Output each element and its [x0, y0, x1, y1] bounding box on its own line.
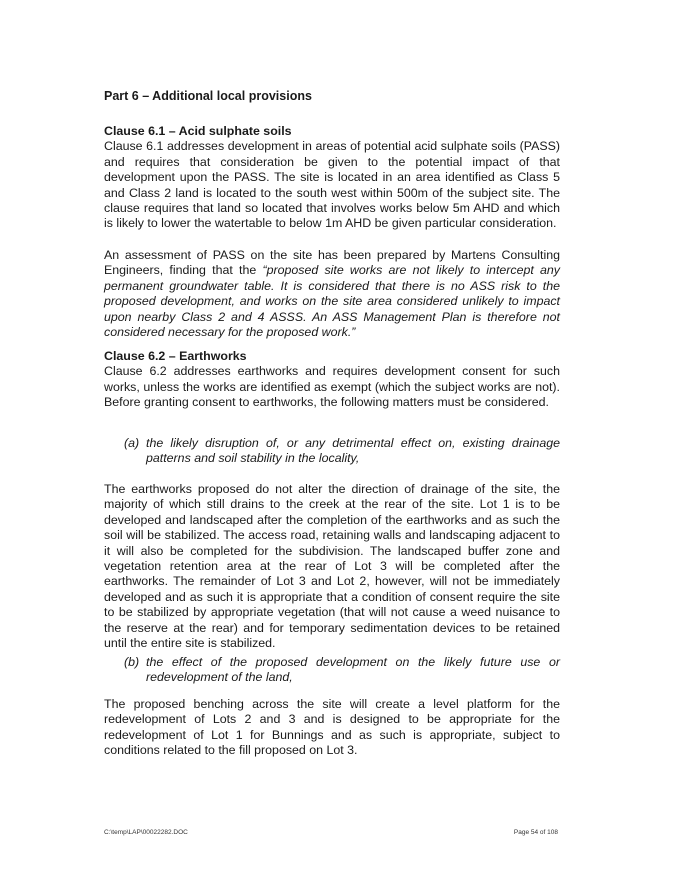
clause-6-1-section — [104, 124, 560, 232]
clause-6-2-section — [104, 349, 560, 411]
item-a-marker: (a) — [124, 436, 140, 450]
item-a-text: the likely disruption of, or any detrimental effect on, existing drainage patterns and soil stability in the locality, — [146, 436, 560, 466]
item-b-marker: (b) — [124, 655, 140, 669]
clause-6-2-item-b — [124, 655, 560, 686]
clause-6-2-paragraph-1: Clause 6.2 addresses earthworks and requires development consent for such works, unless the works are identified as exempt (which the subject works are not). Before granting consent to earthworks, the following matters must be considered. — [104, 364, 560, 410]
clause-6-2-heading: Clause 6.2 – Earthworks — [104, 349, 247, 363]
clause-6-2-paragraph-3: The proposed benching across the site will create a level platform for the redevelopment of Lots 2 and 3 and is designed to be appropriate for the redevelopment of Lot 1 for Bunnings and as such is appropriate, subject to conditions related to the fill proposed on Lot 3. — [104, 697, 560, 758]
part-heading: Part 6 – Additional local provisions — [104, 89, 312, 103]
clause-6-1-quote: “proposed site works are not likely to intercept any permanent groundwater table. It is considered that there is no ASS risk to the proposed development, and works on the site area considered unlikely to impact upon nearby Class 2 and 4 ASSS. An ASS Management Plan is therefore not considered necessary for the proposed work.” — [104, 263, 560, 340]
footer-file-path: C:\temp\LAP\00022282.DOC — [104, 829, 188, 836]
clause-6-1-paragraph-2 — [104, 248, 560, 340]
clause-6-2-paragraph-2: The earthworks proposed do not alter the direction of drainage of the site, the majority of which still drains to the creek at the rear of the site. Lot 1 is to be developed and landscaped after the completion of the earthworks and as such the soil will be stabilized. The access road, retaining walls and landscaping adjacent to it will also be completed for the subdivision. The landscaped buffer zone and vegetation retention area at the rear of Lot 3 will be completed after the earthworks. The remainder of Lot 3 and Lot 2, however, will not be immediately developed and as such it is appropriate that a condition of consent require the site to be stabilized by appropriate vegetation (that will not cause a weed nuisance to the reserve at the rear) and for temporary sedimentation devices to be retained until the entire site is stabilized. — [104, 482, 560, 651]
item-b-text: the effect of the proposed development on the likely future use or redevelopment of the land, — [146, 655, 560, 685]
clause-6-2-item-a — [124, 436, 560, 467]
clause-6-1-paragraph-2-intro: An assessment of PASS on the site has been prepared by Martens Consulting Engineers, finding that the — [104, 248, 560, 278]
footer-page-number: Page 54 of 108 — [513, 829, 558, 836]
clause-6-1-heading: Clause 6.1 – Acid sulphate soils — [104, 124, 292, 138]
clause-6-1-paragraph-1: Clause 6.1 addresses development in areas of potential acid sulphate soils (PASS) and requires that consideration be given to the potential impact of that development upon the PASS. The site is located in an area identified as Class 5 and Class 2 land is located to the south west within 500m of the subject site. The clause requires that land so located that involves works below 5m AHD and which is likely to lower the watertable to below 1m AHD be given particular consideration. — [104, 139, 560, 231]
